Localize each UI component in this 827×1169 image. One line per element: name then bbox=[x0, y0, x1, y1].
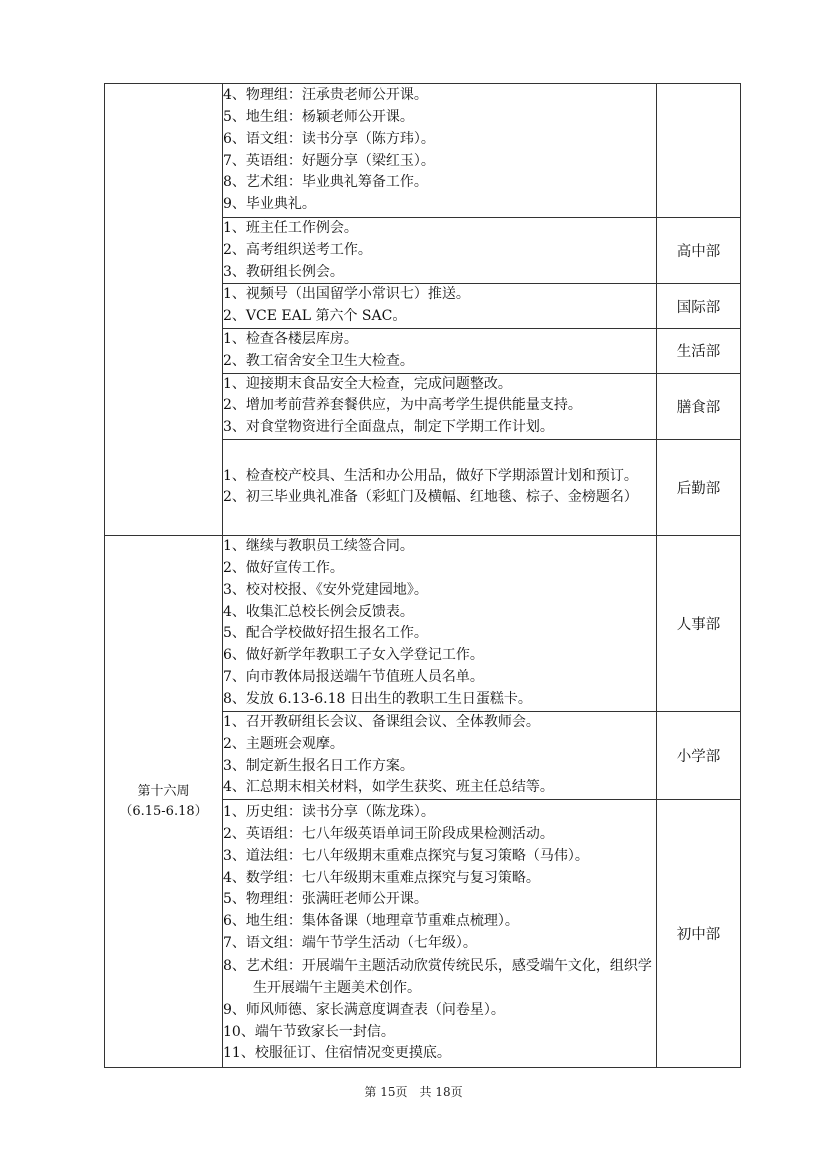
schedule-item: 1、继续与教职员工续签合同。 bbox=[223, 538, 414, 555]
schedule-item: 8、发放 6.13-6.18 日出生的教职工生日蛋糕卡。 bbox=[223, 690, 532, 707]
items-cell bbox=[223, 711, 657, 799]
schedule-item: 9、毕业典礼。 bbox=[223, 196, 316, 213]
schedule-item: 7、英语组：好题分享（梁红玉）。 bbox=[223, 152, 435, 169]
items-cell bbox=[223, 284, 657, 329]
schedule-item: 6、做好新学年教职工子女入学登记工作。 bbox=[223, 647, 484, 664]
schedule-item: 2、增加考前营养套餐供应，为中高考学生提供能量支持。 bbox=[223, 397, 582, 414]
items-cell bbox=[223, 535, 657, 711]
schedule-item: 3、对食堂物资进行全面盘点，制定下学期工作计划。 bbox=[223, 419, 554, 436]
schedule-item: 2、初三毕业典礼准备（彩虹门及横幅、红地毯、棕子、金榜题名） bbox=[223, 489, 638, 506]
schedule-item: 11、校服征订、住宿情况变更摸底。 bbox=[223, 1045, 451, 1062]
schedule-item: 6、地生组：集体备课（地理章节重难点梳理）。 bbox=[223, 913, 519, 930]
schedule-item: 2、教工宿舍安全卫生大检查。 bbox=[223, 352, 414, 369]
dept-cell: 后勤部 bbox=[657, 439, 741, 535]
schedule-item: 2、做好宣传工作。 bbox=[223, 560, 344, 577]
dept-cell: 人事部 bbox=[657, 535, 741, 711]
schedule-item: 2、VCE EAL 第六个 SAC。 bbox=[223, 308, 407, 325]
schedule-item: 4、汇总期末相关材料，如学生获奖、班主任总结等。 bbox=[223, 779, 554, 796]
dept-cell: 小学部 bbox=[657, 711, 741, 799]
schedule-item: 1、检查各楼层库房。 bbox=[223, 330, 358, 347]
items-cell bbox=[223, 328, 657, 373]
schedule-item: 7、语文组：端午节学生活动（七年级）。 bbox=[223, 934, 477, 951]
schedule-item: 3、教研组长例会。 bbox=[223, 263, 344, 280]
schedule-item: 3、制定新生报名日工作方案。 bbox=[223, 757, 414, 774]
dept-cell: 国际部 bbox=[657, 284, 741, 329]
page-total: 共 18页 bbox=[419, 1085, 463, 1099]
schedule-item: 3、校对校报、《安外党建园地》。 bbox=[223, 581, 428, 598]
dept-cell bbox=[657, 84, 741, 218]
weekly-schedule-table bbox=[104, 83, 741, 1068]
schedule-item: 5、物理组：张满旺老师公开课。 bbox=[223, 891, 428, 908]
schedule-item: 1、历史组：读书分享（陈龙珠）。 bbox=[223, 804, 435, 821]
table-row bbox=[105, 535, 741, 711]
dept-cell: 膳食部 bbox=[657, 373, 741, 439]
items-cell bbox=[223, 439, 657, 535]
schedule-item: 2、英语组：七八年级英语单词王阶段成果检测活动。 bbox=[223, 825, 554, 842]
schedule-item: 9、师风师德、家长满意度调查表（问卷星）。 bbox=[223, 1001, 505, 1018]
schedule-item: 2、高考组织送考工作。 bbox=[223, 241, 372, 258]
table-row bbox=[105, 84, 741, 218]
week-label: 第十六周 bbox=[137, 783, 190, 799]
schedule-item: 8、艺术组：开展端午主题活动欣赏传统民乐，感受端午文化，组织学生开展端午主题美术创作。 bbox=[223, 957, 652, 997]
schedule-item: 5、配合学校做好招生报名工作。 bbox=[223, 625, 428, 642]
items-cell bbox=[223, 373, 657, 439]
schedule-item: 1、召开教研组长会议、备课组会议、全体教师会。 bbox=[223, 713, 540, 730]
schedule-item: 8、艺术组：毕业典礼筹备工作。 bbox=[223, 174, 428, 191]
dept-cell: 初中部 bbox=[657, 800, 741, 1068]
schedule-item: 3、道法组：七八年级期末重难点探究与复习策略（马伟）。 bbox=[223, 847, 589, 864]
week-cell-continued bbox=[105, 84, 223, 536]
schedule-item: 2、主题班会观摩。 bbox=[223, 735, 344, 752]
items-cell bbox=[223, 84, 657, 218]
schedule-item: 10、端午节致家长一封信。 bbox=[223, 1023, 395, 1040]
page-number: 第 15页 bbox=[364, 1085, 408, 1099]
dept-cell: 生活部 bbox=[657, 328, 741, 373]
week-range: （6.15-6.18） bbox=[119, 803, 208, 819]
schedule-item: 1、迎接期末食品安全大检查，完成问题整改。 bbox=[223, 375, 512, 392]
schedule-item: 4、物理组：汪承贵老师公开课。 bbox=[223, 87, 428, 104]
schedule-item: 1、班主任工作例会。 bbox=[223, 220, 358, 236]
schedule-item: 1、视频号（出国留学小常识七）推送。 bbox=[223, 286, 470, 303]
schedule-item: 1、检查校产校具、生活和办公用品，做好下学期添置计划和预订。 bbox=[223, 467, 638, 484]
schedule-item: 4、收集汇总校长例会反馈表。 bbox=[223, 603, 414, 620]
schedule-item: 7、向市教体局报送端午节值班人员名单。 bbox=[223, 669, 484, 686]
schedule-item: 4、数学组：七八年级期末重难点探究与复习策略。 bbox=[223, 869, 540, 886]
schedule-item: 6、语文组：读书分享（陈方玮）。 bbox=[223, 130, 435, 147]
items-cell bbox=[223, 800, 657, 1068]
week-cell bbox=[105, 535, 223, 1067]
schedule-item: 5、地生组：杨颖老师公开课。 bbox=[223, 108, 414, 125]
page-footer bbox=[0, 1083, 827, 1100]
items-cell bbox=[223, 218, 657, 284]
dept-cell: 高中部 bbox=[657, 218, 741, 284]
